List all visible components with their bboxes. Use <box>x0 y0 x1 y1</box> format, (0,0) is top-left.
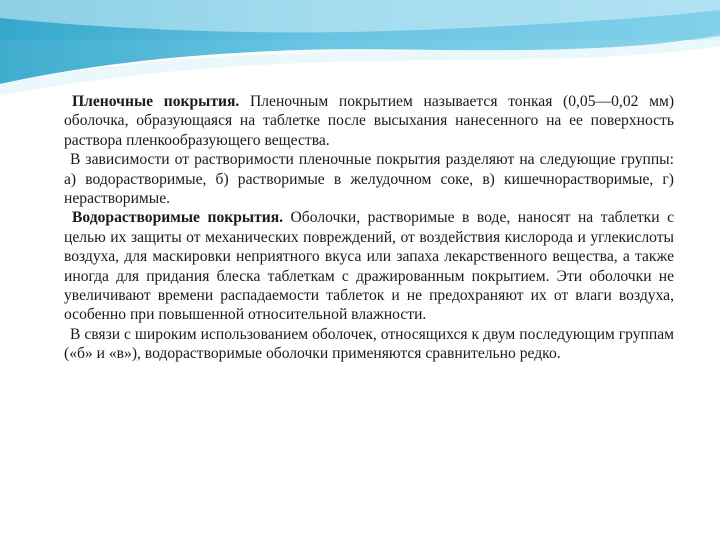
paragraph-lead: Пленочные покрытия. <box>72 93 240 110</box>
paragraph-text: В зависимости от растворимости пленочные покрытия разделяют на следующие группы: а) водорастворимые, б) растворимые в желудочном соке, в) кишечнорастворимые, г) нерастворимые. <box>64 151 674 208</box>
paragraph-coating-groups <box>64 150 674 208</box>
paragraph-text: Оболочки, растворимые в воде, наносят на таблетки с целью их защиты от механических повреждений, от воздействия кислорода и углекислоты воздуха, для маскировки неприятного вкуса или запаха лекарственного вещества, а также иногда для придания блеска таблеткам с дражированным покрытием. Эти оболочки не увеличивают времени распадаемости таблеток и не предохраняют их от влаги воздуха, особенно при повышенной относительной влажности. <box>64 209 675 324</box>
paragraph-text: Пленочным покрытием называется тонкая (0,05—0,02 мм) оболочка, образующаяся на таблетке после высыхания нанесенного на ее поверхность раствора пленкообразующего вещества. <box>64 93 675 149</box>
paragraph-text: В связи с широким использованием оболочек, относящихся к двум последующим группам («б» и «в»), водорастворимые оболочки применяются сравнительно редко. <box>64 325 674 363</box>
document-body <box>64 92 674 364</box>
paragraph-film-coatings <box>64 92 674 150</box>
paragraph-lead: Водорастворимые покрытия. <box>72 209 284 227</box>
paragraph-water-soluble <box>64 208 674 324</box>
paragraph-usage-note <box>64 325 674 364</box>
